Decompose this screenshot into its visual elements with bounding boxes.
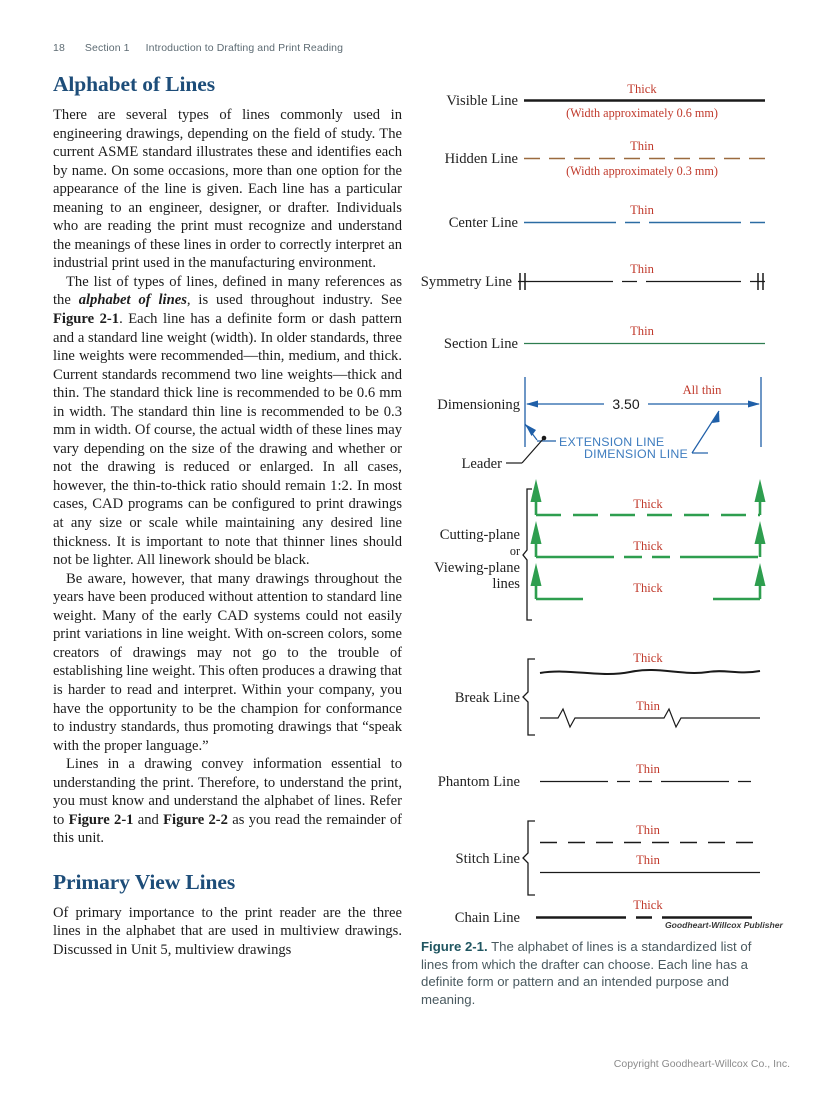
dimension-value: 3.50 xyxy=(612,396,640,412)
leader-dot xyxy=(542,436,547,441)
cutting-plane-brace xyxy=(523,489,532,620)
cutting-plane-weight-a: Thick xyxy=(633,497,663,511)
cutting-plane-b-arrow-left xyxy=(531,521,542,544)
visible-line-note: (Width approximately 0.6 mm) xyxy=(566,106,718,120)
hidden-line-label: Hidden Line xyxy=(444,151,518,167)
phantom-line-weight: Thin xyxy=(636,762,660,776)
leader-label: Leader xyxy=(461,456,502,472)
dimensioning-weight: All thin xyxy=(682,383,722,397)
section-heading-primary-view-lines: Primary View Lines xyxy=(53,869,236,894)
paragraph-5: Of primary importance to the print reader are the three lines in the alphabet that are used in multiview drawings. Discussed in Unit 5, multiview drawings xyxy=(53,904,402,958)
hidden-line-weight: Thin xyxy=(630,139,654,153)
dimension-arrow-left xyxy=(526,401,538,408)
break-line-sample-wavy xyxy=(540,670,760,674)
cutting-plane-c-arrow-left xyxy=(531,563,542,586)
hidden-line-note: (Width approximately 0.3 mm) xyxy=(566,164,718,178)
paragraph-2 xyxy=(53,273,402,570)
break-line-weight-thick: Thick xyxy=(633,651,663,665)
p2-part-c: . Each line has a definite form or dash pattern and a standard line weight (width). In older standards, three line weights were recommended—thin, medium, and thick. Current standards recommend two line weights—thick and thin. The standard thick line is recommended to be 0.6 mm in width. The standard thin line is recommended to be 0.3 mm in width. Of course, the actual width of these lines may vary depending on the size of the drawing and whether or not the drawing is reduced or enlarged. In all cases, however, the thin-to-thick ratio should remain 1:2. In most cases, CAD programs can be configured to print drawings at any size or scale while maintaining any desired line thickness. It is important to note that thinner lines should not be lighter. All linework should be black. xyxy=(53,311,402,569)
dimension-line-callout-text: DIMENSION LINE xyxy=(583,447,688,461)
cutting-plane-label-or: or xyxy=(509,544,520,558)
cutting-plane-weight-b: Thick xyxy=(633,539,663,553)
p2-part-b: , is used throughout industry. See xyxy=(186,292,402,309)
cutting-plane-weight-c: Thick xyxy=(633,581,663,595)
break-line-weight-thin: Thin xyxy=(636,699,660,713)
alphabet-of-lines-term: alphabet of lines xyxy=(78,292,187,309)
dimension-line-callout-arrow xyxy=(712,411,720,423)
center-line-weight: Thin xyxy=(630,203,654,217)
figure-caption xyxy=(421,938,766,1008)
figure-2-1-illustration xyxy=(420,72,785,942)
figure-ref-2-2: Figure 2-2 xyxy=(163,811,228,828)
running-head xyxy=(53,42,343,54)
visible-line-weight: Thick xyxy=(627,82,657,96)
phantom-line-label: Phantom Line xyxy=(437,774,520,790)
extension-line-callout-text: EXTENSION LINE xyxy=(559,435,665,449)
copyright-notice: Copyright Goodheart-Willcox Co., Inc. xyxy=(613,1058,790,1070)
section-number: Section 1 xyxy=(84,42,130,54)
p4-part-b: and xyxy=(133,811,164,828)
break-line-brace xyxy=(523,659,535,735)
figure-ref-2-1-b: Figure 2-1 xyxy=(68,811,134,828)
paragraph-1: There are several types of lines commonly used in engineering drawings, depending on the field of study. The current ASME standard illustrates these and identifies each by name. On some occasions, more than one option for the appearance of the line is given. Each line has a particular meaning to an engineer, designer, or drafter. Individuals who are reading the print must recognize and understand the meanings of these lines in order to correctly interpret an industrial print used in the manufacturing environment. xyxy=(53,107,402,272)
body-text-column xyxy=(53,72,402,960)
figure-caption-label: Figure 2-1. xyxy=(421,939,488,954)
cutting-plane-label-line3: lines xyxy=(492,576,520,592)
paragraph-4 xyxy=(53,755,402,848)
figure-credit: Goodheart-Willcox Publisher xyxy=(665,920,783,930)
dimensioning-label: Dimensioning xyxy=(437,397,520,413)
stitch-line-label: Stitch Line xyxy=(455,851,520,867)
chain-line-label: Chain Line xyxy=(454,910,520,926)
break-line-label: Break Line xyxy=(454,690,520,706)
chain-line-weight: Thick xyxy=(633,898,663,912)
page-number: 18 xyxy=(53,42,65,54)
stitch-line-weight-solid: Thin xyxy=(636,853,660,867)
alphabet-of-lines-diagram xyxy=(420,72,785,940)
visible-line-label: Visible Line xyxy=(446,93,518,109)
cutting-plane-c-arrow-right xyxy=(755,563,766,586)
cutting-plane-label-line1: Cutting-plane xyxy=(439,527,520,543)
stitch-line-weight-dashed: Thin xyxy=(636,823,660,837)
stitch-line-brace xyxy=(523,821,535,895)
dimension-arrow-right xyxy=(748,401,760,408)
p4-part-a: Lines in a drawing convey information essential to understanding the print. Therefore, to understand the print, you must know and understand the alphabet of lines. Refer to xyxy=(53,756,402,828)
section-line-weight: Thin xyxy=(630,324,654,338)
figure-ref-2-1: Figure 2-1 xyxy=(53,311,120,328)
cutting-plane-b-arrow-right xyxy=(755,521,766,544)
cutting-plane-a-arrow-right xyxy=(755,479,766,502)
extension-line-callout-arrow xyxy=(525,424,536,436)
symmetry-line-weight: Thin xyxy=(630,262,654,276)
p4-part-c: as you read the remainder of this unit. xyxy=(53,811,403,847)
symmetry-line-label: Symmetry Line xyxy=(420,274,512,290)
cutting-plane-label-line2: Viewing-plane xyxy=(434,560,520,576)
figure-caption-text: The alphabet of lines is a standardized list of lines from which the drafter can choose. Each line has a definite form or pattern and an intended purpose and meaning. xyxy=(421,939,752,1007)
page-title: Alphabet of Lines xyxy=(53,72,215,96)
section-title: Introduction to Drafting and Print Reading xyxy=(145,42,344,54)
cutting-plane-a-arrow-left xyxy=(531,479,542,502)
dimension-line-callout-leader xyxy=(692,411,719,453)
center-line-label: Center Line xyxy=(448,215,518,231)
paragraph-3: Be aware, however, that many drawings throughout the years have been produced without attention to standard line weight. Many of the early CAD systems could not easily print variations in line weight. With on-screen colors, some creators of drawings may not go to the trouble of establishing line weight. This often produces a drawing that is harder to read and interpret. Within your company, you have the opportunity to be the champion for conformance to industry standards, thus promoting drawings that “speak with the proper language.” xyxy=(53,570,402,754)
section-line-label: Section Line xyxy=(443,336,518,352)
p2-part-a: The list of types of lines, defined in many references as the xyxy=(53,273,402,309)
